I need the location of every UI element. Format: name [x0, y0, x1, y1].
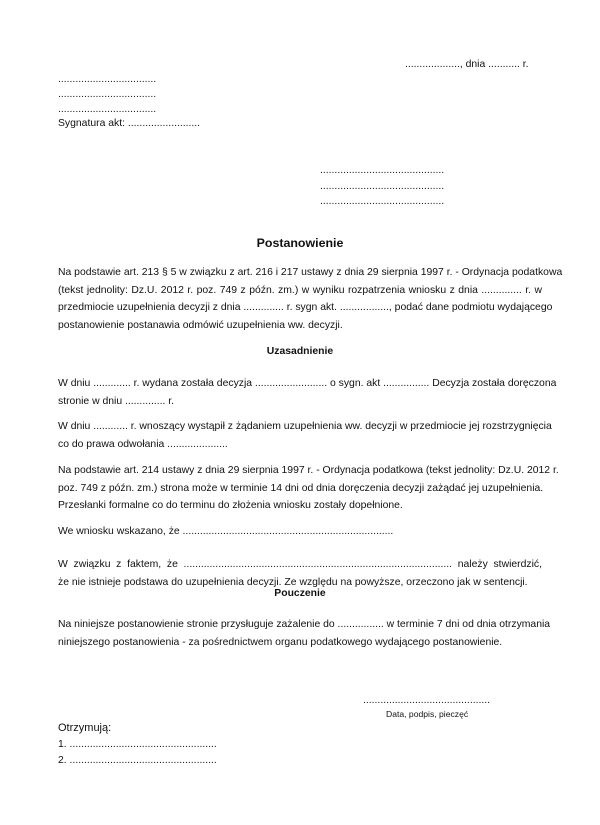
- justification-paragraph-1: [58, 375, 557, 410]
- sender-line-1: ..................................: [58, 74, 157, 85]
- instruction-line: niniejszego postanowienia - za pośrednictwem organu podatkowego wydającego postanowienie.: [58, 636, 503, 648]
- document-title: Postanowienie: [256, 236, 344, 250]
- addressee-line-1: ...........................................: [320, 165, 445, 176]
- instruction-paragraph: [58, 616, 551, 651]
- justification-paragraph-5: [58, 556, 542, 591]
- decision-line: przedmiocie uzupełnienia decyzji z dnia .............. r. sygn akt. ................., podać dane podmiotu wydającego: [58, 302, 553, 313]
- decision-line: (tekst jednolity: Dz.U. 2012 r. poz. 749 z późn. zm.) w wyniku rozpatrzenia wniosku z dnia .............. r. w: [58, 284, 542, 296]
- sender-line-3: ..................................: [58, 104, 157, 115]
- recipient-item-1: 1. ...................................................: [58, 739, 217, 750]
- sender-line-2: ..................................: [58, 89, 157, 100]
- justification-paragraph-2: [58, 418, 552, 453]
- case-signature-field: Sygnatura akt: .........................: [58, 118, 201, 129]
- justification-heading: Uzasadnienie: [266, 346, 334, 357]
- justification-line: W związku z faktem, że ............................................................................................. należy stwierdzić,: [58, 559, 542, 570]
- decision-paragraph: [58, 264, 563, 334]
- justification-line: co do prawa odwołania .....................: [58, 438, 228, 450]
- decision-line: postanowienie postanawia odmówić uzupełnienia ww. decyzji.: [58, 319, 343, 331]
- justification-line: poz. 749 z późn. zm.) strona może w terminie 14 dni od dnia doręczenia decyzji zażądać jej uzupełnienia.: [58, 482, 544, 494]
- justification-line: Na podstawie art. 214 ustawy z dnia 29 sierpnia 1997 r. - Ordynacja podatkowa (tekst jednolity: Dz.U. 2012 r.: [58, 465, 559, 476]
- justification-line: We wniosku wskazano, że .........................................................................: [58, 526, 394, 537]
- justification-paragraph-3: [58, 462, 559, 515]
- signature-caption: Data, podpis, pieczęć: [386, 709, 469, 719]
- decision-line: Na podstawie art. 213 § 5 w związku z art. 216 i 217 ustawy z dnia 29 sierpnia 1997 r. - Ordynacja podatkowa: [58, 267, 563, 278]
- addressee-line-3: ...........................................: [320, 196, 445, 207]
- place-date-field: ..................., dnia ........... r.: [405, 59, 529, 70]
- justification-line: W dniu ............ r. wnoszący wystąpił z żądaniem uzupełnienia ww. decyzji w przedmiocie jej rozstrzygnięcia: [58, 421, 552, 432]
- justification-line: stronie w dniu .............. r.: [58, 395, 175, 407]
- addressee-line-2: ...........................................: [320, 181, 445, 192]
- instruction-line: Na niniejsze postanowienie stronie przysługuje zażalenie do ................ w terminie 7 dni od dnia otrzymania: [58, 619, 551, 630]
- signature-line: ............................................: [363, 695, 491, 706]
- justification-paragraph-4: [58, 523, 542, 541]
- justification-line: Przesłanki formalne co do terminu do złożenia wniosku zostały dopełnione.: [58, 500, 403, 511]
- instruction-heading: Pouczenie: [274, 588, 326, 599]
- recipient-item-2: 2. ...................................................: [58, 755, 217, 766]
- justification-line: że nie istnieje podstawa do uzupełnienia decyzji. Ze względu na powyższe, orzeczono jak w sentencji.: [58, 576, 528, 588]
- justification-line: W dniu ............. r. wydana została decyzja ......................... o sygn. akt ................ Decyzja została doręczona: [58, 378, 557, 389]
- recipients-label: Otrzymują:: [58, 722, 112, 734]
